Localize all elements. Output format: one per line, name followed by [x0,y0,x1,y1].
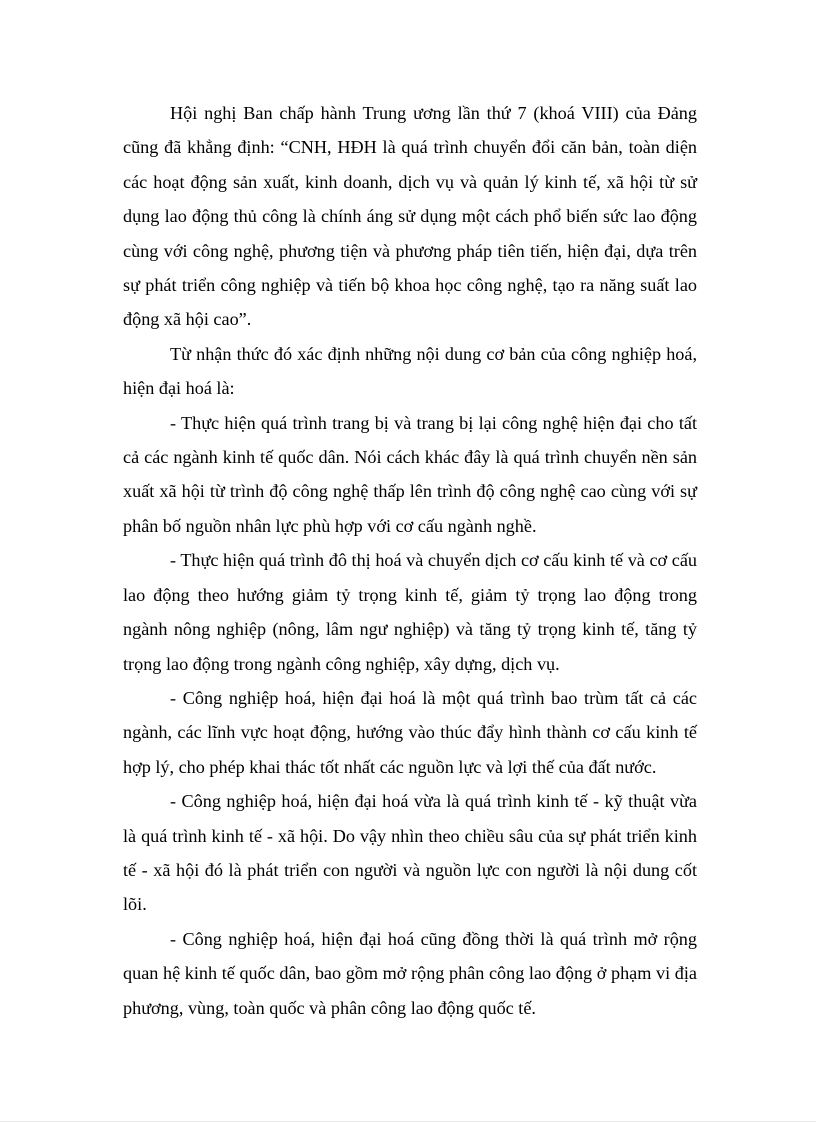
paragraph-urbanization: - Thực hiện quá trình đô thị hoá và chuyển dịch cơ cấu kinh tế và cơ cấu lao động theo hướng giảm tỷ trọng kinh tế, giảm tỷ trọng lao động trong ngành nông nghiệp (nông, lâm ngư nghiệp) và tăng tỷ trọng kinh tế, tăng tỷ trọng lao động trong ngành công nghiệp, xây dựng, dịch vụ. [123,550,697,674]
paragraph-technology-equipment: - Thực hiện quá trình trang bị và trang bị lại công nghệ hiện đại cho tất cả các ngành kinh tế quốc dân. Nói cách khác đây là quá trình chuyển nền sản xuất xã hội từ trình độ công nghệ thấp lên trình độ công nghệ cao cùng với sự phân bố nguồn nhân lực phù hợp với cơ cấu ngành nghề. [123,412,697,536]
body-text [123,96,697,1025]
paragraph-all-sectors: - Công nghiệp hoá, hiện đại hoá là một quá trình bao trùm tất cả các ngành, các lĩnh vực hoạt động, hướng vào thúc đẩy hình thành cơ cấu kinh tế hợp lý, cho phép khai thác tốt nhất các nguồn lực và lợi thế của đất nước. [123,687,697,777]
paragraph-intro-contents: Từ nhận thức đó xác định những nội dung cơ bản của công nghiệp hoá, hiện đại hoá là: [123,343,697,399]
paragraph-economic-social: - Công nghiệp hoá, hiện đại hoá vừa là quá trình kinh tế - kỹ thuật vừa là quá trình kinh tế - xã hội. Do vậy nhìn theo chiều sâu của sự phát triển kinh tế - xã hội đó là phát triển con người và nguồn lực con người là nội dung cốt lõi. [123,791,697,915]
paragraph-party-conference: Hội nghị Ban chấp hành Trung ương lần thứ 7 (khoá VIII) của Đảng cũng đã khẳng định: “CNH, HĐH là quá trình chuyển đổi căn bản, toàn diện các hoạt động sản xuất, kinh doanh, dịch vụ và quản lý kinh tế, xã hội từ sử dụng lao động thủ công là chính áng sử dụng một cách phổ biến sức lao động cùng với công nghệ, phương tiện và phương pháp tiên tiến, hiện đại, dựa trên sự phát triển công nghiệp và tiến bộ khoa học công nghệ, tạo ra năng suất lao động xã hội cao”. [123,103,697,330]
paragraph-economic-relations: - Công nghiệp hoá, hiện đại hoá cũng đồng thời là quá trình mở rộng quan hệ kinh tế quốc dân, bao gồm mở rộng phân công lao động ở phạm vi địa phương, vùng, toàn quốc và phân công lao động quốc tế. [123,928,697,1018]
page-bottom-divider [0,1121,816,1122]
